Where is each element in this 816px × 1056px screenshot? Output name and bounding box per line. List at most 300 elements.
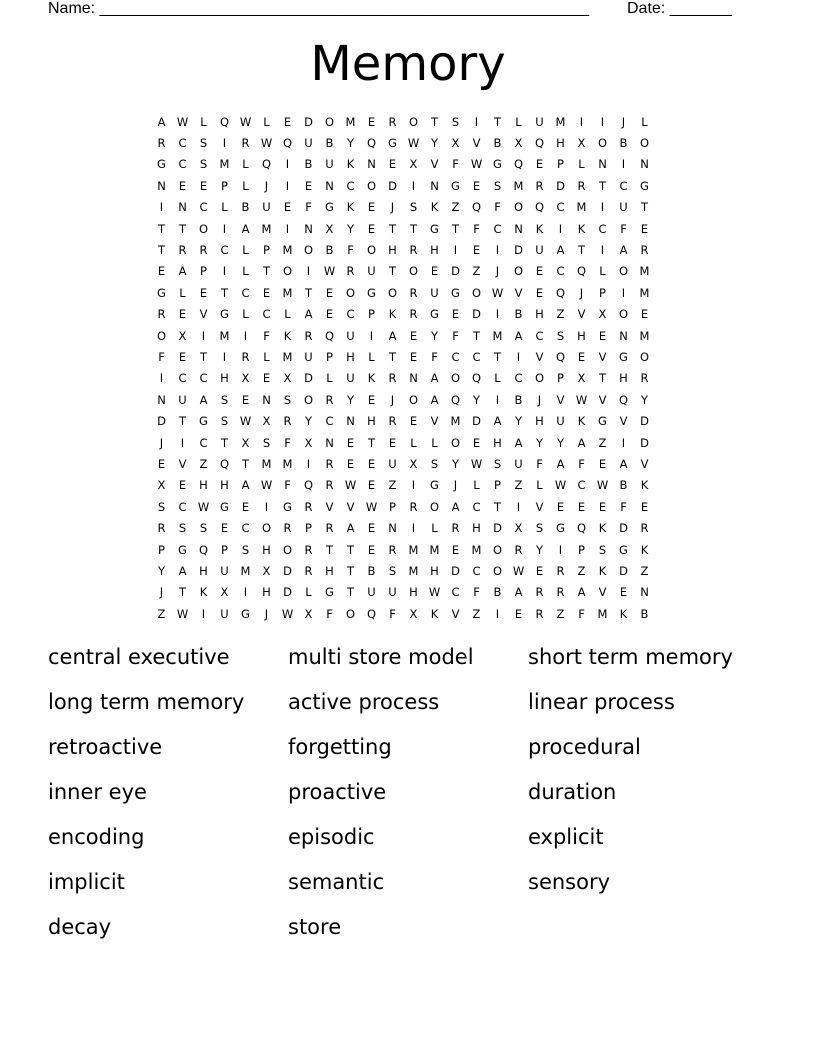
- grid-letter: E: [535, 264, 544, 279]
- grid-row: [151, 603, 655, 624]
- grid-letter: R: [535, 178, 544, 193]
- grid-letter: O: [618, 307, 629, 322]
- grid-letter: H: [199, 563, 208, 578]
- date-field-label: Date: _______: [627, 0, 732, 17]
- grid-letter: U: [535, 114, 544, 129]
- grid-letter: L: [410, 435, 417, 450]
- grid-letter: Y: [157, 563, 166, 578]
- grid-letter: U: [388, 585, 397, 600]
- grid-letter: Q: [555, 285, 566, 300]
- grid-letter: U: [619, 200, 628, 215]
- grid-letter: D: [493, 521, 502, 536]
- grid-letter: Q: [219, 456, 230, 471]
- grid-letter: F: [284, 435, 291, 450]
- grid-letter: F: [536, 456, 543, 471]
- name-field-label: Name: _______________________________________________________: [48, 0, 589, 17]
- grid-letter: N: [598, 157, 607, 172]
- grid-letter: T: [493, 114, 502, 129]
- grid-letter: C: [199, 200, 208, 215]
- grid-letter: T: [367, 435, 376, 450]
- grid-letter: C: [619, 178, 628, 193]
- grid-letter: Q: [366, 136, 377, 151]
- grid-letter: C: [325, 414, 334, 429]
- word-list-item: duration: [528, 780, 617, 804]
- grid-letter: R: [157, 136, 166, 151]
- grid-letter: K: [598, 521, 607, 536]
- grid-letter: I: [495, 606, 500, 621]
- grid-letter: M: [261, 456, 272, 471]
- grid-letter: C: [598, 221, 607, 236]
- grid-letter: F: [578, 456, 585, 471]
- grid-letter: Z: [472, 264, 481, 279]
- grid-letter: Z: [451, 200, 460, 215]
- grid-letter: F: [452, 157, 459, 172]
- grid-letter: O: [408, 264, 419, 279]
- grid-letter: S: [220, 392, 229, 407]
- grid-letter: A: [514, 435, 523, 450]
- grid-letter: O: [471, 285, 482, 300]
- grid-row: [151, 346, 655, 367]
- grid-letter: N: [640, 585, 649, 600]
- grid-letter: A: [619, 243, 628, 258]
- grid-letter: E: [346, 435, 355, 450]
- grid-letter: I: [516, 499, 521, 514]
- page-title: Memory: [310, 36, 506, 92]
- grid-letter: R: [241, 349, 250, 364]
- grid-letter: C: [472, 349, 481, 364]
- grid-letter: W: [512, 563, 525, 578]
- grid-row: [151, 218, 655, 239]
- grid-letter: W: [344, 478, 357, 493]
- grid-letter: X: [304, 435, 313, 450]
- grid-letter: R: [577, 178, 586, 193]
- grid-letter: X: [598, 307, 607, 322]
- grid-letter: H: [535, 414, 544, 429]
- grid-letter: I: [558, 542, 563, 557]
- grid-letter: Y: [640, 392, 649, 407]
- word-list-item: forgetting: [288, 735, 392, 759]
- word-list-item: episodic: [288, 825, 375, 849]
- grid-letter: I: [411, 478, 416, 493]
- grid-letter: L: [431, 521, 438, 536]
- grid-letter: E: [157, 456, 166, 471]
- grid-letter: H: [577, 328, 586, 343]
- grid-letter: P: [557, 371, 564, 386]
- grid-letter: I: [243, 328, 248, 343]
- grid-row: [151, 304, 655, 325]
- grid-letter: Q: [576, 521, 587, 536]
- grid-letter: R: [325, 392, 334, 407]
- grid-letter: G: [493, 157, 502, 172]
- grid-letter: E: [346, 456, 355, 471]
- grid-letter: A: [514, 585, 523, 600]
- grid-letter: S: [199, 521, 208, 536]
- grid-letter: U: [535, 243, 544, 258]
- grid-letter: E: [388, 435, 397, 450]
- grid-letter: E: [199, 285, 208, 300]
- grid-letter: I: [495, 392, 500, 407]
- grid-letter: C: [199, 371, 208, 386]
- grid-letter: T: [472, 328, 481, 343]
- grid-letter: F: [620, 221, 627, 236]
- grid-letter: N: [640, 157, 649, 172]
- grid-letter: F: [347, 243, 354, 258]
- grid-letter: E: [598, 456, 607, 471]
- grid-letter: C: [178, 499, 187, 514]
- grid-letter: O: [366, 178, 377, 193]
- grid-letter: M: [219, 157, 230, 172]
- grid-letter: C: [220, 243, 229, 258]
- grid-letter: T: [598, 178, 607, 193]
- grid-letter: S: [493, 178, 502, 193]
- grid-letter: G: [598, 414, 607, 429]
- grid-letter: F: [620, 499, 627, 514]
- grid-letter: Q: [534, 136, 545, 151]
- grid-letter: E: [367, 478, 376, 493]
- grid-letter: N: [409, 371, 418, 386]
- grid-letter: Q: [576, 264, 587, 279]
- word-list-item: inner eye: [48, 780, 147, 804]
- grid-letter: B: [304, 157, 313, 172]
- grid-letter: S: [409, 200, 418, 215]
- grid-letter: O: [198, 221, 209, 236]
- grid-letter: K: [640, 542, 649, 557]
- grid-letter: V: [640, 456, 649, 471]
- grid-letter: F: [473, 221, 480, 236]
- grid-letter: D: [157, 414, 166, 429]
- grid-letter: U: [346, 328, 355, 343]
- grid-letter: I: [621, 435, 626, 450]
- grid-letter: O: [303, 243, 314, 258]
- grid-letter: X: [304, 606, 313, 621]
- grid-letter: E: [241, 392, 250, 407]
- grid-letter: U: [304, 349, 313, 364]
- grid-letter: D: [556, 178, 565, 193]
- grid-letter: G: [430, 478, 439, 493]
- grid-letter: H: [262, 542, 271, 557]
- grid-letter: K: [577, 221, 586, 236]
- grid-row: [151, 517, 655, 538]
- word-list-item: active process: [288, 690, 440, 714]
- grid-letter: E: [598, 499, 607, 514]
- grid-letter: B: [514, 392, 523, 407]
- grid-letter: M: [450, 414, 461, 429]
- grid-letter: R: [640, 371, 649, 386]
- grid-letter: H: [388, 243, 397, 258]
- grid-letter: U: [220, 563, 229, 578]
- grid-letter: G: [178, 542, 187, 557]
- grid-letter: A: [241, 478, 250, 493]
- grid-letter: T: [388, 349, 397, 364]
- grid-letter: Y: [556, 435, 565, 450]
- grid-letter: A: [514, 328, 523, 343]
- grid-letter: V: [577, 307, 586, 322]
- grid-letter: Y: [451, 456, 460, 471]
- grid-letter: I: [600, 200, 605, 215]
- grid-letter: X: [241, 371, 250, 386]
- grid-letter: L: [242, 178, 249, 193]
- grid-letter: F: [263, 328, 270, 343]
- grid-letter: X: [262, 563, 271, 578]
- grid-letter: E: [472, 243, 481, 258]
- grid-letter: R: [157, 521, 166, 536]
- grid-letter: W: [197, 499, 210, 514]
- grid-letter: G: [388, 136, 397, 151]
- grid-letter: E: [325, 307, 334, 322]
- grid-letter: T: [262, 264, 271, 279]
- grid-letter: V: [199, 307, 208, 322]
- grid-letter: X: [409, 157, 418, 172]
- grid-letter: G: [451, 285, 460, 300]
- grid-letter: I: [306, 456, 311, 471]
- grid-letter: B: [493, 585, 502, 600]
- grid-letter: A: [304, 307, 313, 322]
- grid-letter: Y: [535, 435, 544, 450]
- word-list-item: store: [288, 915, 342, 939]
- grid-letter: Q: [471, 200, 482, 215]
- grid-letter: L: [242, 307, 249, 322]
- grid-letter: S: [451, 114, 460, 129]
- grid-letter: G: [283, 499, 292, 514]
- grid-letter: Q: [366, 606, 377, 621]
- grid-letter: T: [451, 221, 460, 236]
- grid-letter: Z: [556, 307, 565, 322]
- grid-letter: U: [178, 392, 187, 407]
- grid-letter: F: [284, 478, 291, 493]
- grid-letter: Z: [199, 456, 208, 471]
- grid-letter: M: [513, 178, 524, 193]
- grid-row: [151, 282, 655, 303]
- grid-letter: L: [515, 114, 522, 129]
- grid-letter: O: [639, 136, 650, 151]
- grid-letter: O: [534, 371, 545, 386]
- grid-letter: R: [388, 371, 397, 386]
- grid-letter: L: [368, 349, 375, 364]
- grid-letter: X: [577, 136, 586, 151]
- grid-letter: I: [558, 221, 563, 236]
- grid-row: [151, 475, 655, 496]
- grid-letter: R: [409, 243, 418, 258]
- grid-letter: I: [180, 435, 185, 450]
- grid-letter: W: [407, 136, 420, 151]
- grid-letter: O: [450, 435, 461, 450]
- grid-letter: A: [556, 456, 565, 471]
- grid-letter: R: [388, 114, 397, 129]
- grid-letter: Y: [514, 414, 523, 429]
- grid-letter: P: [221, 542, 228, 557]
- grid-letter: A: [577, 585, 586, 600]
- grid-letter: R: [241, 136, 250, 151]
- grid-letter: P: [326, 349, 333, 364]
- grid-letter: C: [262, 307, 271, 322]
- grid-letter: O: [513, 200, 524, 215]
- grid-letter: D: [304, 114, 313, 129]
- grid-letter: E: [556, 499, 565, 514]
- grid-letter: E: [157, 264, 166, 279]
- grid-row: [151, 239, 655, 260]
- word-list-item: retroactive: [48, 735, 163, 759]
- grid-letter: O: [450, 371, 461, 386]
- grid-letter: X: [577, 371, 586, 386]
- grid-row: [151, 368, 655, 389]
- grid-letter: U: [262, 200, 271, 215]
- grid-letter: L: [494, 371, 501, 386]
- grid-letter: G: [640, 178, 649, 193]
- grid-letter: F: [494, 200, 501, 215]
- grid-letter: M: [282, 349, 293, 364]
- grid-letter: Z: [514, 478, 523, 493]
- grid-letter: V: [535, 499, 544, 514]
- grid-letter: C: [451, 585, 460, 600]
- grid-letter: A: [493, 414, 502, 429]
- grid-letter: P: [305, 521, 312, 536]
- grid-letter: G: [157, 157, 166, 172]
- grid-letter: I: [621, 157, 626, 172]
- grid-letter: X: [514, 136, 523, 151]
- grid-letter: N: [514, 221, 523, 236]
- grid-letter: R: [304, 563, 313, 578]
- grid-letter: A: [346, 521, 355, 536]
- grid-letter: M: [261, 221, 272, 236]
- grid-letter: L: [242, 157, 249, 172]
- grid-letter: V: [598, 392, 607, 407]
- grid-letter: E: [199, 178, 208, 193]
- grid-letter: S: [220, 414, 229, 429]
- grid-letter: N: [157, 392, 166, 407]
- grid-row: [151, 175, 655, 196]
- grid-letter: E: [304, 178, 313, 193]
- grid-letter: N: [157, 178, 166, 193]
- grid-letter: I: [495, 243, 500, 258]
- grid-letter: D: [514, 243, 523, 258]
- grid-letter: I: [222, 349, 227, 364]
- grid-letter: G: [157, 285, 166, 300]
- grid-letter: P: [599, 285, 606, 300]
- grid-letter: T: [199, 349, 208, 364]
- grid-letter: I: [579, 114, 584, 129]
- grid-letter: E: [598, 328, 607, 343]
- grid-letter: L: [431, 435, 438, 450]
- grid-letter: J: [390, 392, 395, 407]
- grid-letter: V: [178, 456, 187, 471]
- grid-letter: V: [514, 285, 523, 300]
- grid-letter: X: [451, 136, 460, 151]
- grid-letter: Y: [346, 392, 355, 407]
- grid-letter: L: [242, 264, 249, 279]
- grid-letter: Z: [577, 563, 586, 578]
- grid-letter: I: [516, 349, 521, 364]
- grid-letter: L: [263, 114, 270, 129]
- grid-letter: E: [640, 221, 649, 236]
- grid-letter: M: [576, 200, 587, 215]
- grid-letter: T: [178, 221, 187, 236]
- grid-letter: R: [325, 478, 334, 493]
- grid-letter: S: [157, 499, 166, 514]
- grid-letter: E: [283, 200, 292, 215]
- grid-letter: O: [387, 285, 398, 300]
- grid-letter: E: [409, 328, 418, 343]
- grid-row: [151, 432, 655, 453]
- grid-letter: G: [619, 349, 628, 364]
- grid-letter: T: [577, 243, 586, 258]
- grid-letter: R: [283, 414, 292, 429]
- grid-letter: S: [535, 521, 544, 536]
- grid-letter: T: [178, 585, 187, 600]
- word-list-item: multi store model: [288, 645, 474, 669]
- grid-letter: I: [453, 243, 458, 258]
- grid-letter: C: [451, 349, 460, 364]
- grid-letter: Z: [157, 606, 166, 621]
- grid-letter: S: [493, 456, 502, 471]
- grid-letter: R: [388, 542, 397, 557]
- grid-letter: I: [495, 307, 500, 322]
- grid-letter: V: [430, 414, 439, 429]
- grid-letter: P: [200, 264, 207, 279]
- grid-letter: W: [428, 585, 441, 600]
- grid-letter: A: [577, 435, 586, 450]
- grid-letter: R: [325, 456, 334, 471]
- grid-letter: M: [492, 328, 503, 343]
- grid-letter: E: [178, 178, 187, 193]
- grid-letter: I: [474, 114, 479, 129]
- grid-letter: H: [430, 563, 439, 578]
- grid-letter: K: [598, 563, 607, 578]
- grid-row: [151, 325, 655, 346]
- grid-letter: A: [556, 243, 565, 258]
- grid-letter: E: [367, 392, 376, 407]
- grid-letter: F: [452, 328, 459, 343]
- grid-row: [151, 197, 655, 218]
- grid-letter: V: [598, 585, 607, 600]
- grid-letter: O: [345, 606, 356, 621]
- grid-letter: X: [325, 221, 334, 236]
- grid-letter: E: [640, 307, 649, 322]
- grid-letter: R: [556, 563, 565, 578]
- grid-letter: H: [430, 243, 439, 258]
- grid-letter: M: [555, 114, 566, 129]
- grid-letter: U: [346, 371, 355, 386]
- grid-letter: E: [262, 371, 271, 386]
- word-list: [48, 640, 768, 955]
- grid-letter: M: [639, 285, 650, 300]
- grid-letter: H: [262, 585, 271, 600]
- grid-letter: M: [597, 606, 608, 621]
- grid-row: [151, 261, 655, 282]
- grid-letter: I: [411, 521, 416, 536]
- grid-letter: C: [178, 371, 187, 386]
- grid-letter: O: [324, 114, 335, 129]
- grid-letter: E: [325, 285, 334, 300]
- grid-letter: E: [367, 521, 376, 536]
- grid-letter: B: [619, 136, 628, 151]
- grid-letter: I: [201, 328, 206, 343]
- grid-letter: R: [346, 264, 355, 279]
- grid-letter: Y: [535, 542, 544, 557]
- grid-letter: P: [494, 478, 501, 493]
- grid-letter: E: [178, 478, 187, 493]
- grid-letter: O: [156, 328, 167, 343]
- grid-letter: H: [220, 371, 229, 386]
- grid-letter: F: [305, 200, 312, 215]
- grid-letter: W: [239, 114, 252, 129]
- grid-letter: O: [618, 264, 629, 279]
- grid-letter: O: [492, 563, 503, 578]
- grid-letter: Q: [282, 136, 293, 151]
- grid-letter: V: [598, 349, 607, 364]
- grid-letter: Y: [346, 221, 355, 236]
- grid-letter: E: [577, 499, 586, 514]
- grid-letter: K: [346, 157, 355, 172]
